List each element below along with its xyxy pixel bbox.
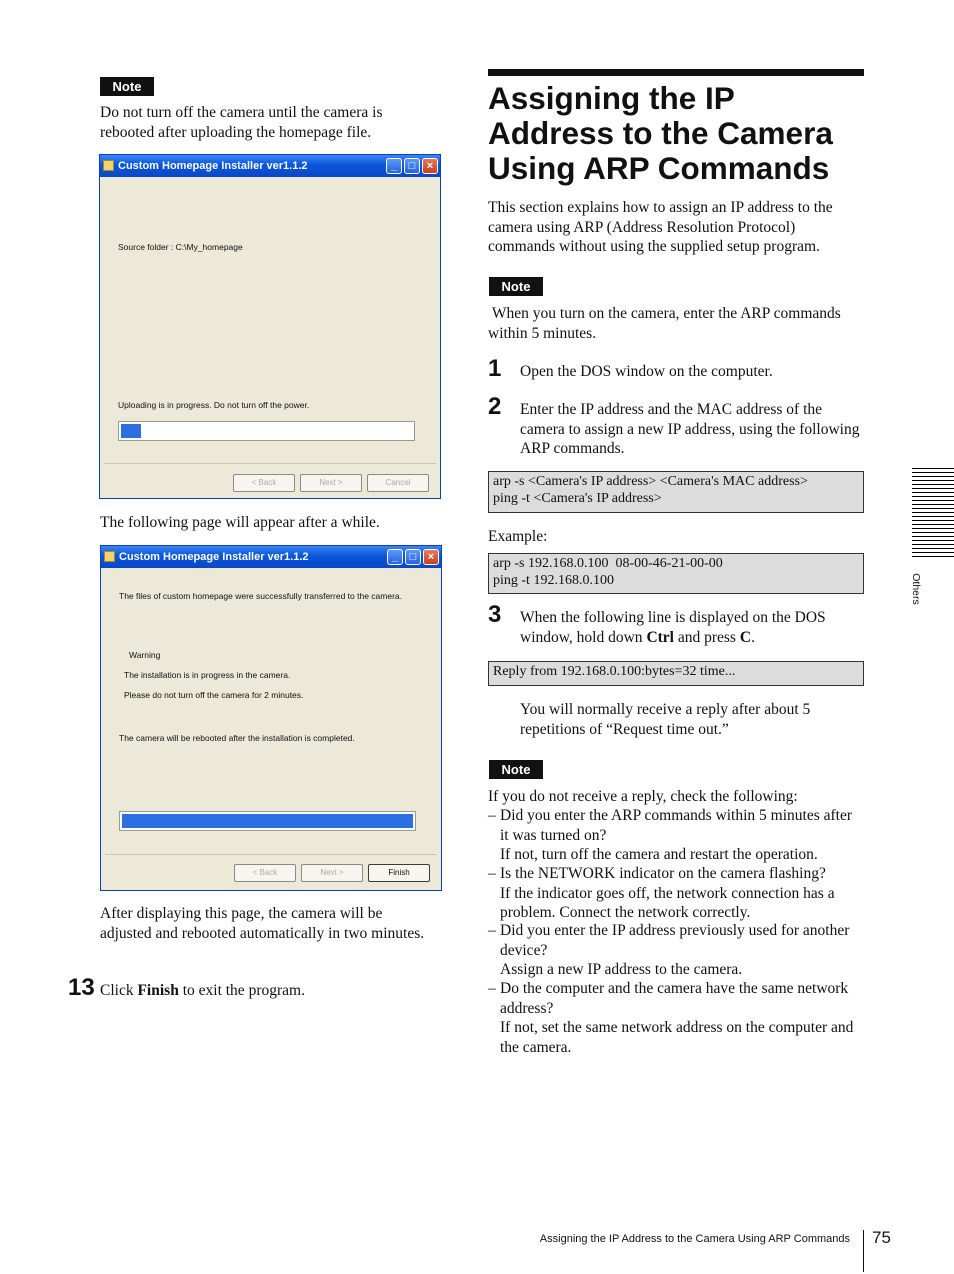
step-3-mid: and press xyxy=(673,628,740,646)
note-arp-text: When you turn on the camera, enter the ARP commands within 5 minutes. xyxy=(488,305,845,342)
step-3-pre: When the following line is displayed on the DOS window, hold down xyxy=(520,609,826,646)
next-button[interactable]: Next > xyxy=(300,474,362,492)
back-button[interactable]: < Back xyxy=(233,474,295,492)
progress-fill xyxy=(121,424,141,438)
maximize-icon[interactable]: □ xyxy=(404,158,420,174)
step-2-text: Enter the IP address and the MAC address of the camera to assign a new IP address, using the following ARP commands. xyxy=(520,401,860,457)
heading-rule xyxy=(488,69,864,76)
next-button[interactable]: Next > xyxy=(301,864,363,882)
example-command-box xyxy=(488,553,864,594)
installer-dialog-complete xyxy=(100,545,442,891)
code-line: arp -s <Camera's IP address> <Camera's MAC address> xyxy=(493,474,808,489)
check-item-3 xyxy=(488,921,864,981)
reply-box xyxy=(488,661,864,686)
check-answer: If not, set the same network address on the computer and the camera. xyxy=(500,1019,854,1056)
step-number-1: 1 xyxy=(488,355,502,382)
dash: – xyxy=(488,807,496,824)
dialog-titlebar xyxy=(100,155,440,177)
upload-status-label: Uploading is in progress. Do not turn off the power. xyxy=(118,400,310,410)
step-13-post: to exit the program. xyxy=(178,982,305,999)
code-line: ping -t 192.168.0.100 xyxy=(493,572,614,588)
step-number-13: 13 xyxy=(68,974,95,1001)
source-folder-label: Source folder : C:\My_homepage xyxy=(118,242,243,252)
check-item-4 xyxy=(488,979,864,1059)
section-heading xyxy=(488,81,868,186)
note-badge: Note xyxy=(100,77,154,96)
close-icon[interactable]: × xyxy=(422,158,438,174)
after-dialog-text: After displaying this page, the camera will be adjusted and rebooted automatically in two minutes. xyxy=(100,905,425,942)
code-line: arp -s 192.168.0.100 08-00-46-21-00-00 xyxy=(493,556,723,571)
button-separator xyxy=(104,463,436,464)
check-item-1 xyxy=(488,806,864,866)
step-13-text xyxy=(100,981,430,1001)
check-answer: Assign a new IP address to the camera. xyxy=(500,961,743,978)
dash: – xyxy=(488,980,496,997)
app-icon xyxy=(103,160,114,171)
minimize-icon[interactable]: _ xyxy=(386,158,402,174)
step-1-text: Open the DOS window on the computer. xyxy=(520,363,773,380)
warning-label: Warning xyxy=(129,650,161,660)
note-badge: Note xyxy=(489,277,543,296)
dialog-titlebar xyxy=(101,546,441,568)
c-key: C xyxy=(739,628,752,646)
side-tab-marker xyxy=(912,468,954,560)
cancel-button[interactable]: Cancel xyxy=(367,474,429,492)
app-icon xyxy=(104,551,115,562)
check-answer: If not, turn off the camera and restart the operation. xyxy=(500,846,818,863)
code-line: ping -t <Camera's IP address> xyxy=(493,490,662,506)
note-badge: Note xyxy=(489,760,543,779)
check-question: Do the computer and the camera have the same network address? xyxy=(500,980,849,1017)
reply-text: You will normally receive a reply after about 5 repetitions of “Request time out.” xyxy=(520,701,811,738)
dash: – xyxy=(488,922,496,939)
progress-fill xyxy=(122,814,413,828)
install-progress-bar xyxy=(119,811,416,831)
finish-keyword: Finish xyxy=(137,982,179,999)
ctrl-key: Ctrl xyxy=(646,628,674,646)
step-number-2: 2 xyxy=(488,393,502,420)
check-item-2 xyxy=(488,864,864,924)
heading-line-2: Address to the Camera xyxy=(488,115,833,151)
transfer-success-label: The files of custom homepage were successfully transferred to the camera. xyxy=(119,591,402,601)
dialog-title: Custom Homepage Installer ver1.1.2 xyxy=(119,551,309,563)
close-icon[interactable]: × xyxy=(423,549,439,565)
dash: – xyxy=(488,865,496,882)
arp-command-box xyxy=(488,471,864,513)
side-tab-label: Others xyxy=(910,573,922,605)
intro-paragraph: This section explains how to assign an IP address to the camera using ARP (Address Resolution Protocol) commands without using the supplied setup program. xyxy=(488,199,833,255)
reboot-label: The camera will be rebooted after the installation is completed. xyxy=(119,733,355,743)
step-3-text xyxy=(520,608,864,647)
note-text: Do not turn off the camera until the camera is rebooted after uploading the homepage file. xyxy=(100,104,383,141)
step-3-end: . xyxy=(751,628,755,646)
install-progress-label: The installation is in progress in the camera. xyxy=(124,670,291,680)
no-power-off-label: Please do not turn off the camera for 2 minutes. xyxy=(124,690,304,700)
button-separator xyxy=(105,854,437,855)
step-13-pre: Click xyxy=(100,982,138,999)
check-question: Did you enter the IP address previously used for another device? xyxy=(500,922,850,959)
dialog-title: Custom Homepage Installer ver1.1.2 xyxy=(118,160,308,172)
check-question: Is the NETWORK indicator on the camera flashing? xyxy=(500,865,826,882)
upload-progress-bar xyxy=(118,421,415,441)
check-question: Did you enter the ARP commands within 5 minutes after it was turned on? xyxy=(500,807,852,844)
after-upload-text: The following page will appear after a while. xyxy=(100,514,380,531)
step-number-3: 3 xyxy=(488,601,502,628)
check-intro: If you do not receive a reply, check the following: xyxy=(488,788,798,805)
running-footer-title: Assigning the IP Address to the Camera Using ARP Commands xyxy=(539,1233,850,1245)
maximize-icon[interactable]: □ xyxy=(405,549,421,565)
heading-line-3: Using ARP Commands xyxy=(488,150,830,186)
heading-line-1: Assigning the IP xyxy=(488,80,735,116)
back-button[interactable]: < Back xyxy=(234,864,296,882)
installer-dialog-uploading xyxy=(99,154,441,499)
minimize-icon[interactable]: _ xyxy=(387,549,403,565)
code-line: Reply from 192.168.0.100:bytes=32 time... xyxy=(493,664,736,679)
check-answer: If the indicator goes off, the network connection has a problem. Connect the network correctly. xyxy=(500,884,835,921)
page-number: 75 xyxy=(872,1228,891,1247)
example-label: Example: xyxy=(488,528,548,545)
footer-divider xyxy=(863,1230,864,1272)
finish-button[interactable]: Finish xyxy=(368,864,430,882)
